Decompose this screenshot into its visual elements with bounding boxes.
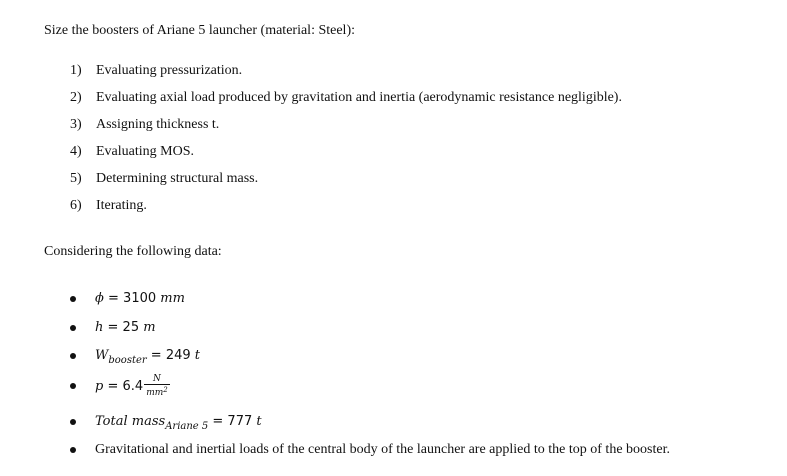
step-number: 3) bbox=[70, 117, 82, 132]
problem-intro: Size the boosters of Ariane 5 launcher (material: Steel): bbox=[44, 23, 356, 38]
p-symbol: p bbox=[95, 379, 104, 395]
w-subscript: booster bbox=[108, 355, 147, 366]
booster-weight-value: 249 bbox=[165, 348, 191, 363]
equals-sign: = bbox=[103, 320, 123, 335]
step-text: Evaluating pressurization. bbox=[96, 63, 243, 78]
equals-sign: = bbox=[103, 291, 124, 306]
step-number: 4) bbox=[70, 144, 82, 159]
data-item-height bbox=[95, 319, 156, 337]
pressure-unit bbox=[144, 374, 170, 398]
bullet-icon bbox=[70, 447, 76, 453]
pressure-unit-numerator: N bbox=[144, 374, 170, 385]
diameter-value: 3100 bbox=[123, 291, 157, 306]
step-number: 1) bbox=[70, 63, 82, 78]
height-unit: m bbox=[139, 320, 156, 335]
booster-weight-unit: t bbox=[190, 348, 201, 363]
step-text: Evaluating axial load produced by gravitation and inertia (aerodynamic resistance negligible). bbox=[96, 90, 622, 105]
bullet-icon bbox=[70, 383, 76, 389]
phi-symbol: ϕ bbox=[95, 291, 104, 306]
step-number: 2) bbox=[70, 90, 82, 105]
total-mass-symbol: Total mass bbox=[95, 414, 166, 429]
bullet-icon bbox=[70, 353, 76, 359]
data-item-diameter bbox=[95, 290, 185, 308]
equals-sign: = bbox=[103, 379, 123, 395]
diameter-unit: mm bbox=[156, 291, 185, 306]
step-text: Iterating. bbox=[96, 198, 147, 213]
data-item-pressure bbox=[95, 375, 170, 399]
total-mass-subscript: Ariane 5 bbox=[165, 421, 209, 432]
step-number: 6) bbox=[70, 198, 82, 213]
step-text: Evaluating MOS. bbox=[96, 144, 194, 159]
bullet-icon bbox=[70, 325, 76, 331]
step-text: Assigning thickness t. bbox=[96, 117, 220, 132]
bullet-icon bbox=[70, 419, 76, 425]
pressure-value: 6.4 bbox=[122, 379, 144, 395]
total-mass-value: 777 bbox=[227, 414, 253, 429]
step-text: Determining structural mass. bbox=[96, 171, 259, 186]
height-value: 25 bbox=[122, 320, 140, 335]
total-mass-unit: t bbox=[252, 414, 262, 429]
data-item-total-mass bbox=[95, 413, 262, 436]
data-item-load-note: Gravitational and inertial loads of the central body of the launcher are applied to the top of the booster. bbox=[95, 442, 670, 457]
w-symbol: W bbox=[95, 348, 109, 363]
step-number: 5) bbox=[70, 171, 82, 186]
data-heading: Considering the following data: bbox=[44, 244, 222, 259]
bullet-icon bbox=[70, 296, 76, 302]
data-item-booster-weight bbox=[95, 347, 200, 370]
equals-sign: = bbox=[146, 348, 166, 363]
equals-sign: = bbox=[208, 414, 228, 429]
pressure-unit-denominator: $mm^2$ bbox=[146, 386, 168, 398]
h-symbol: h bbox=[95, 320, 104, 335]
